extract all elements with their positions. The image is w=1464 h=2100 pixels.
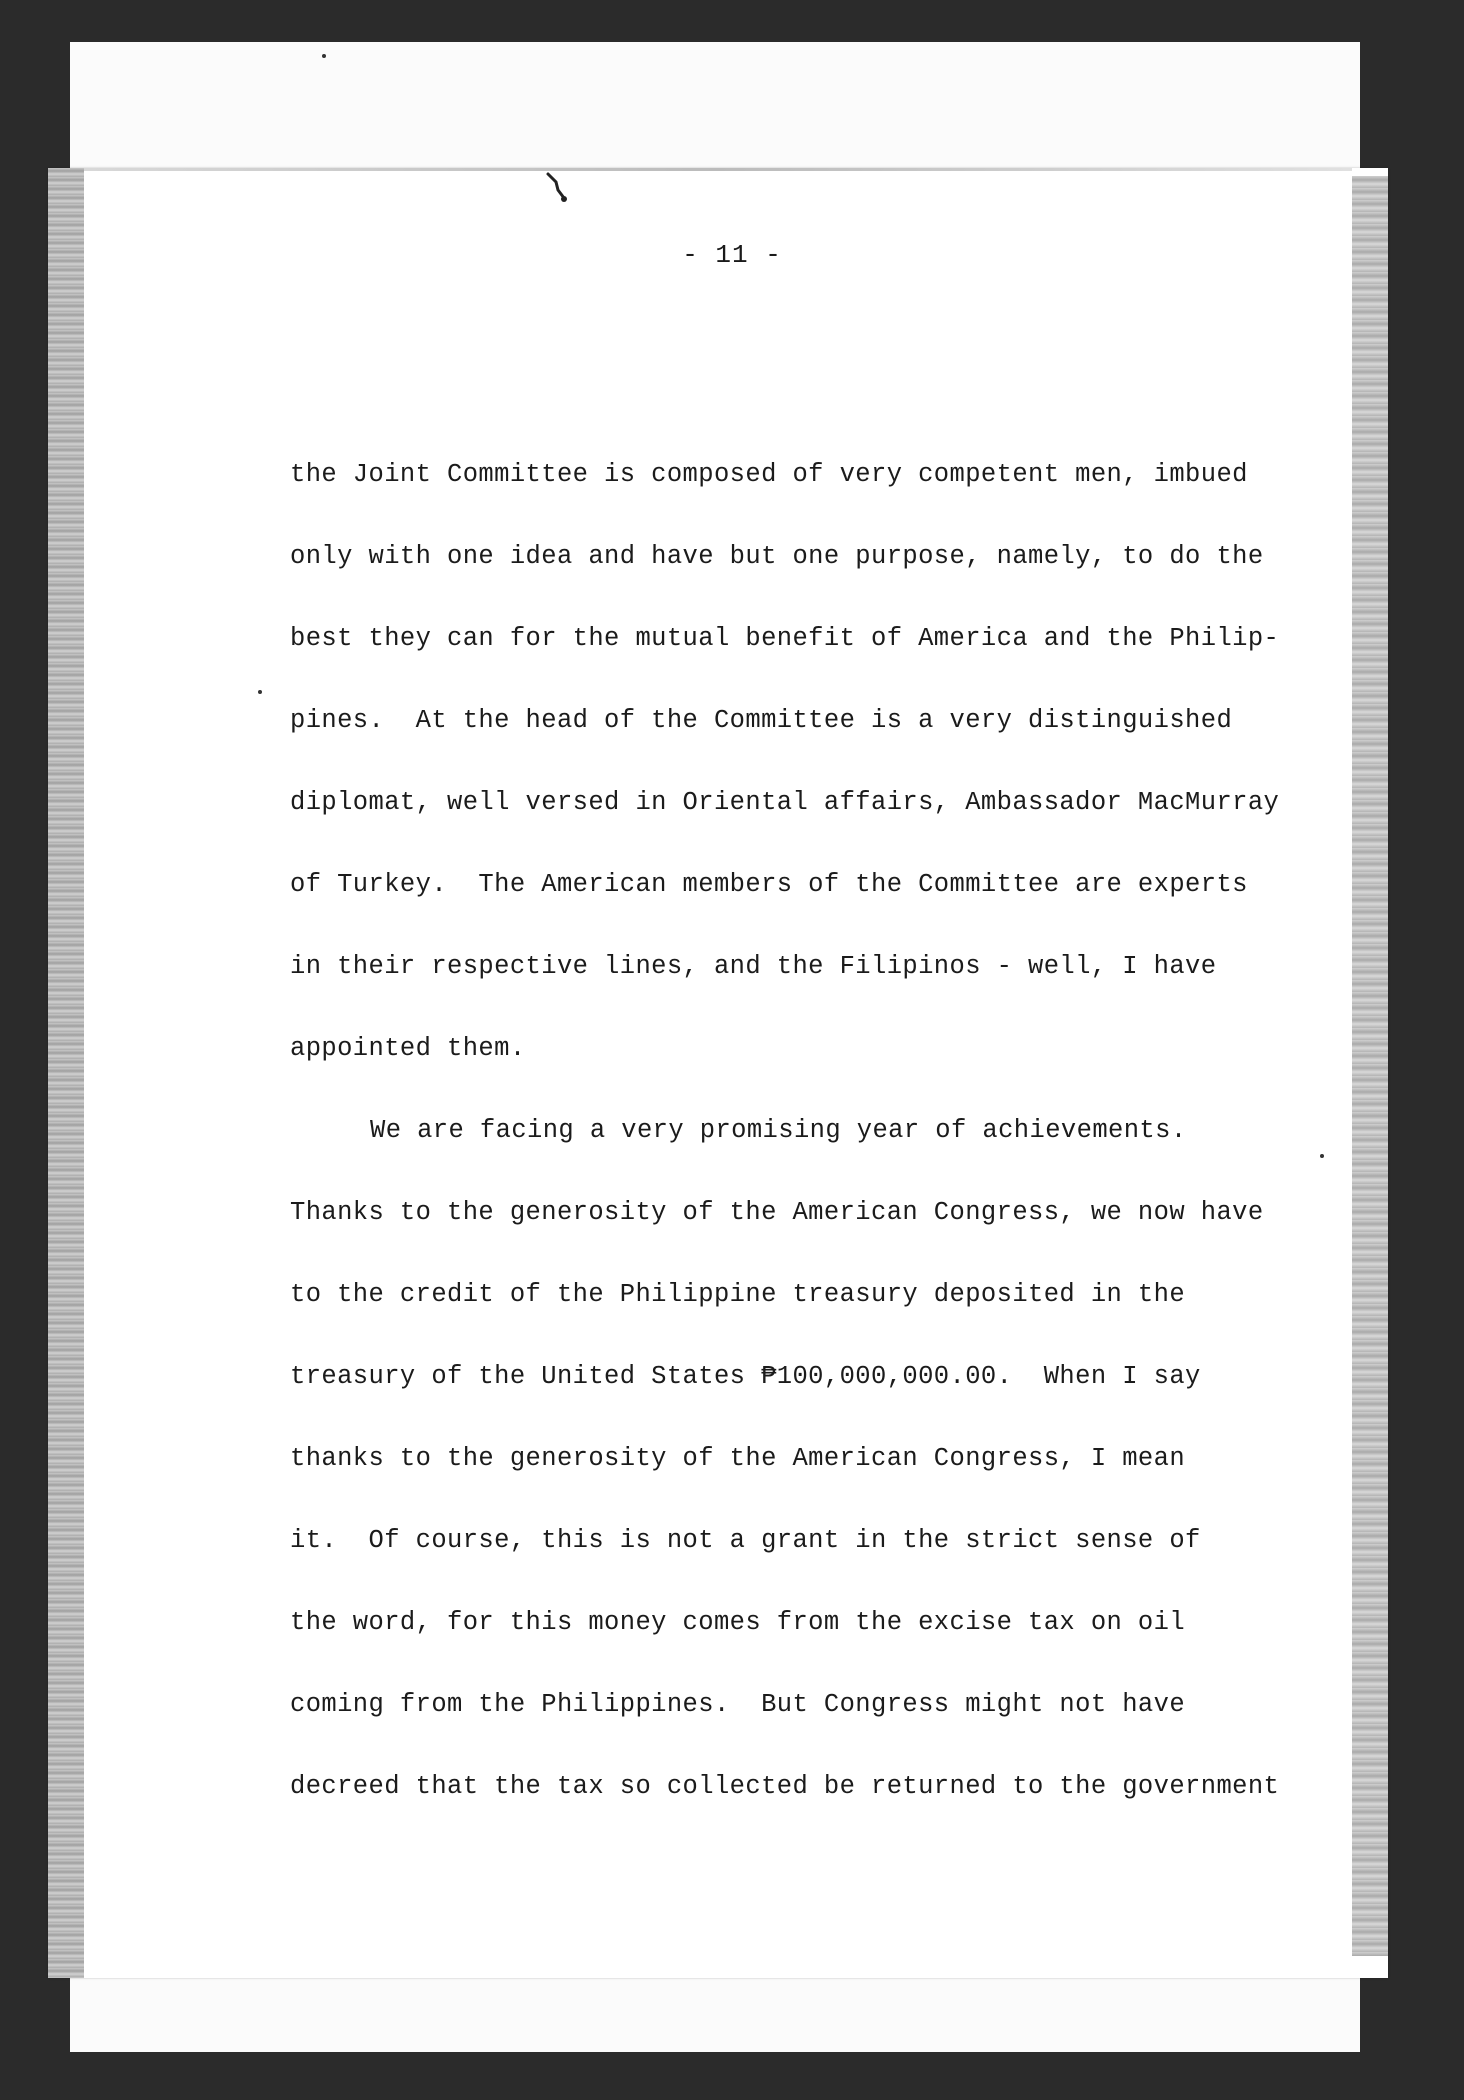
- text-line: the word, for this money comes from the excise tax on oil: [290, 1608, 1186, 1637]
- text-line: only with one idea and have but one purpose, namely, to do the: [290, 542, 1264, 571]
- text-line: coming from the Philippines. But Congress might not have: [290, 1690, 1186, 1719]
- text-line: in their respective lines, and the Filipinos - well, I have: [290, 952, 1217, 981]
- page-top-edge: [84, 168, 1352, 171]
- text-line: to the credit of the Philippine treasury deposited in the: [290, 1280, 1186, 1309]
- ink-mark-icon: [540, 168, 580, 208]
- page-edge-shadow-right: [1352, 176, 1388, 1956]
- page-edge-shadow-left: [48, 168, 84, 1978]
- text-line: treasury of the United States ₱100,000,000.00. When I say: [290, 1362, 1201, 1391]
- text-line: appointed them.: [290, 1034, 526, 1063]
- paragraph-start-line: We are facing a very promising year of achievements.: [370, 1116, 1187, 1145]
- text-line: decreed that the tax so collected be returned to the government: [290, 1772, 1280, 1801]
- paper-speck: [322, 54, 326, 58]
- page-number: - 11 -: [682, 240, 782, 270]
- text-line: the Joint Committee is composed of very competent men, imbued: [290, 460, 1248, 489]
- text-line: it. Of course, this is not a grant in the strict sense of: [290, 1526, 1201, 1555]
- text-line: best they can for the mutual benefit of America and the Philip-: [290, 624, 1280, 653]
- text-line: pines. At the head of the Committee is a very distinguished: [290, 706, 1233, 735]
- text-line: of Turkey. The American members of the Committee are experts: [290, 870, 1248, 899]
- text-line: diplomat, well versed in Oriental affairs, Ambassador MacMurray: [290, 788, 1280, 817]
- text-line: Thanks to the generosity of the American Congress, we now have: [290, 1198, 1264, 1227]
- paper-speck: [258, 690, 262, 694]
- text-line: thanks to the generosity of the American Congress, I mean: [290, 1444, 1186, 1473]
- body-text: [290, 455, 1350, 1849]
